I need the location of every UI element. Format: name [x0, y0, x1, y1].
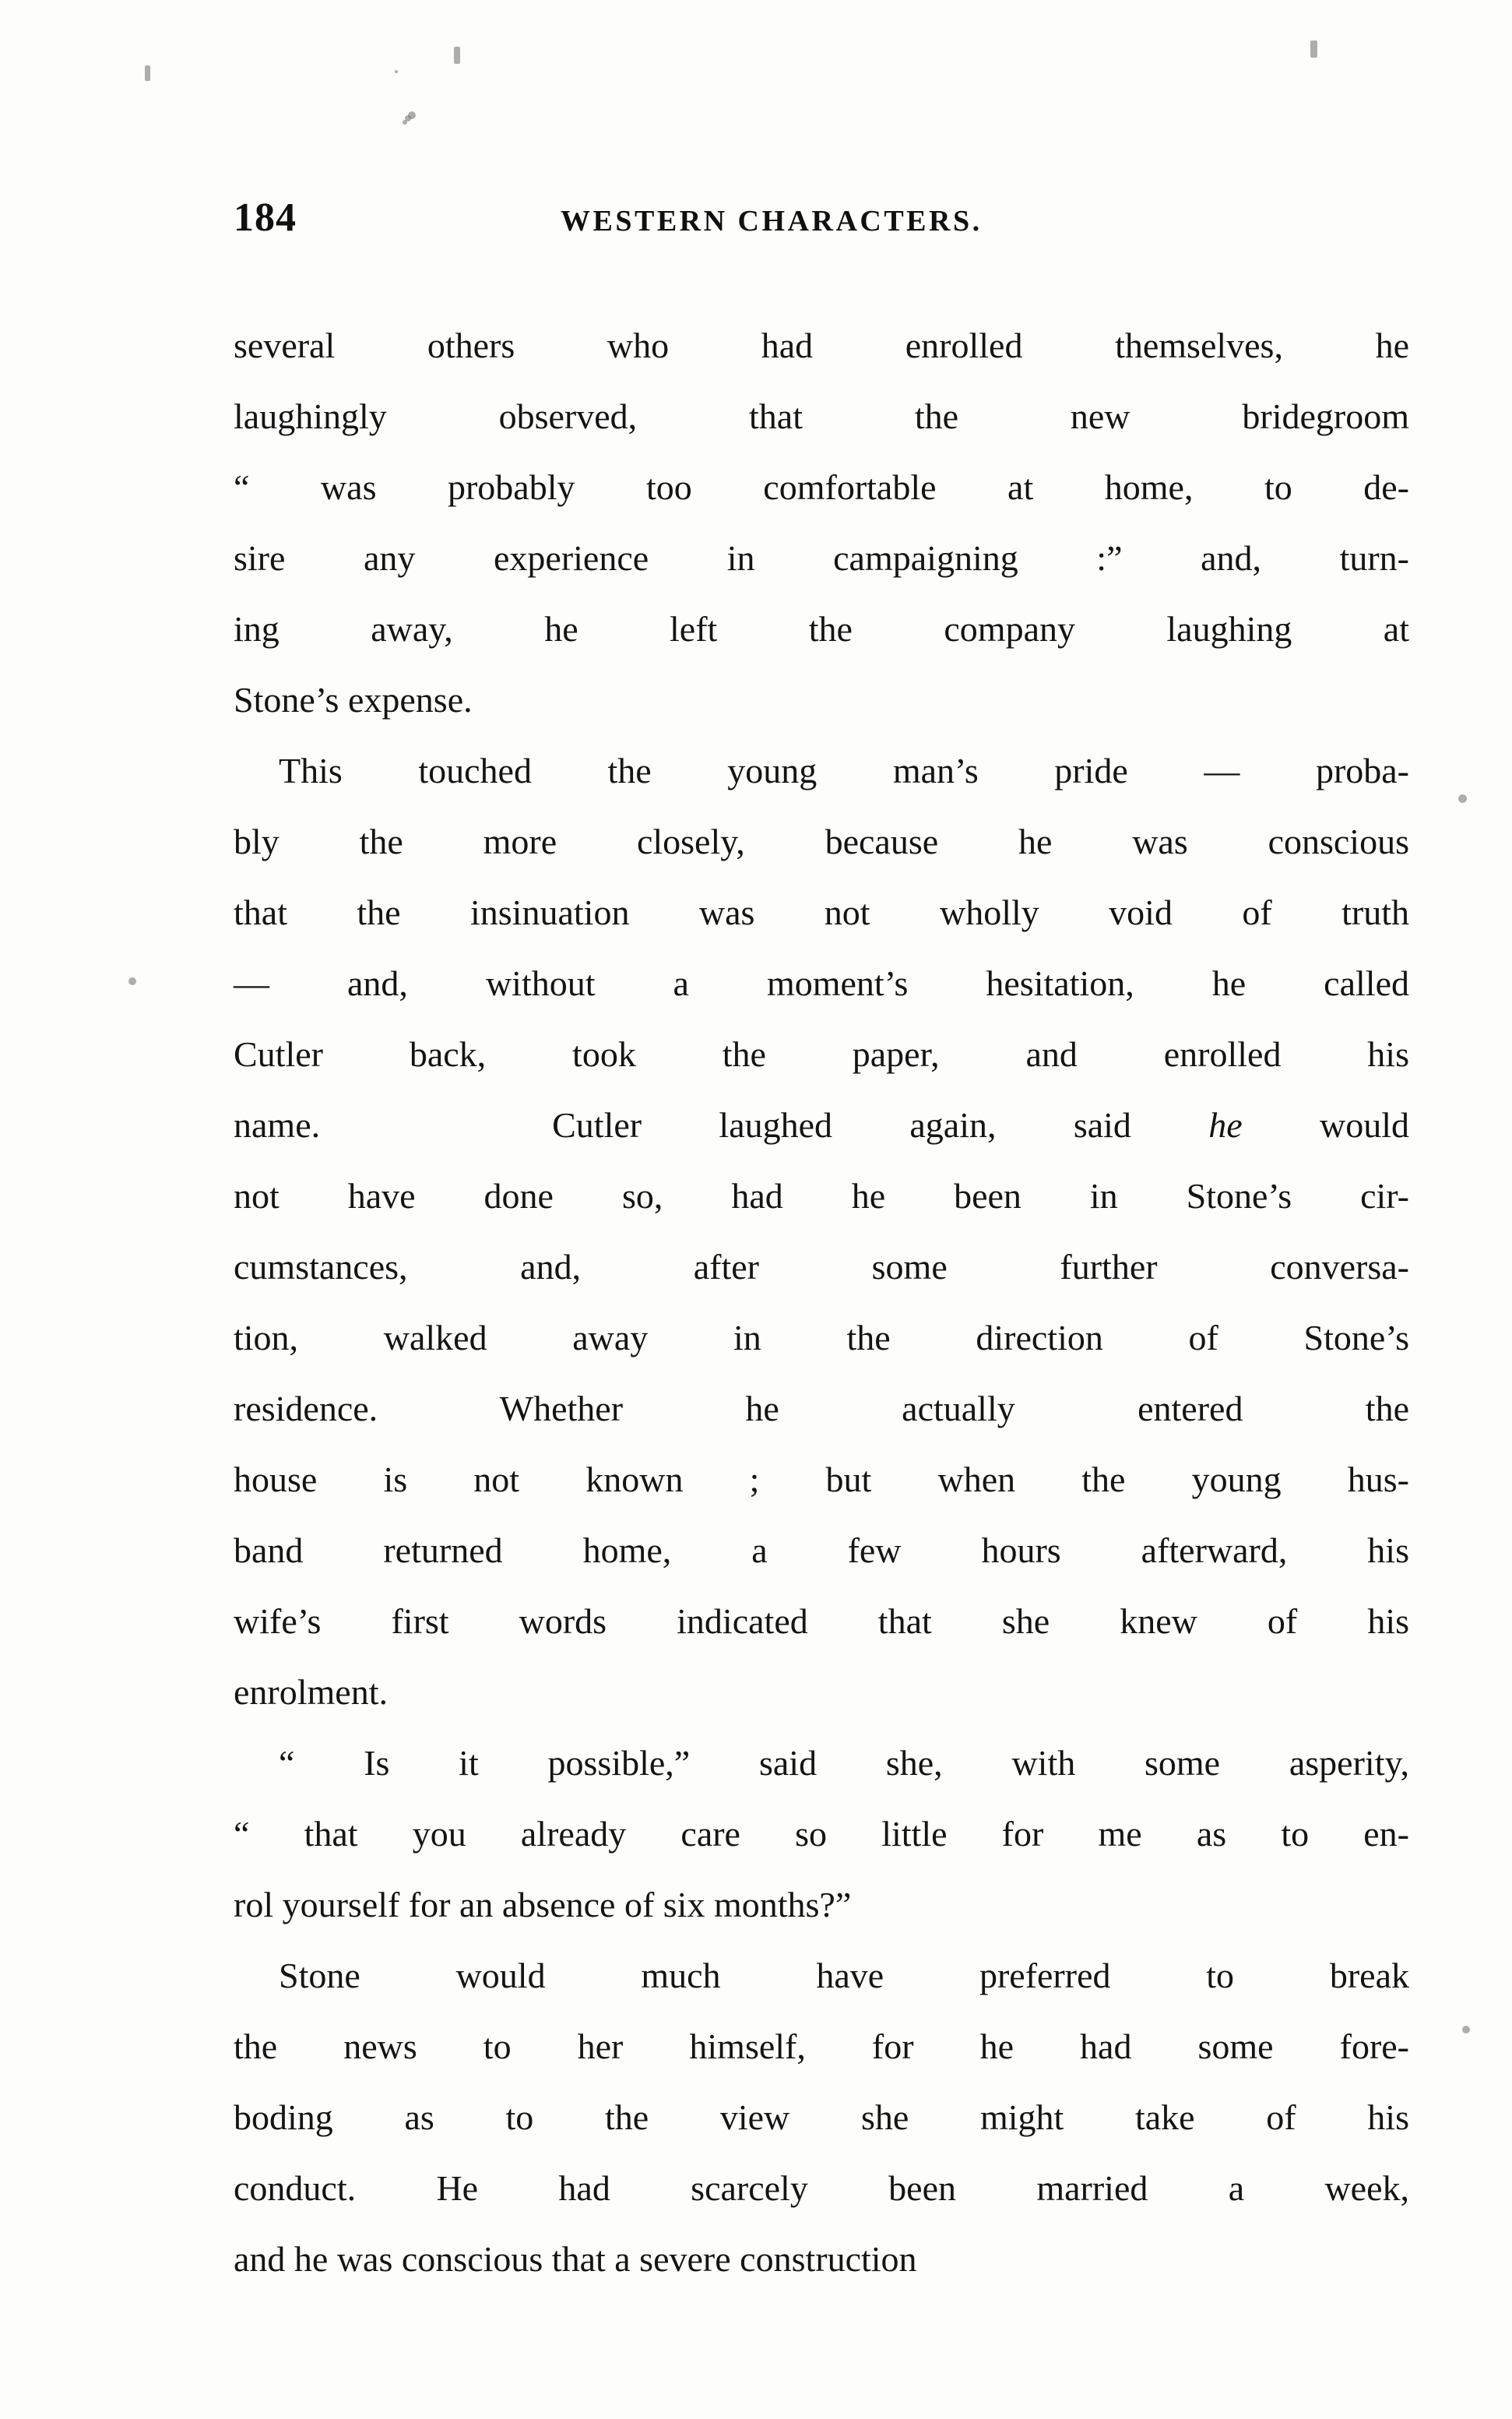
text-line: not have done so, had he been in Stone’s cir-	[234, 1176, 1409, 1216]
text-line: enrolment.	[234, 1672, 388, 1712]
text-line: “ was probably too comfortable at home, to de-	[234, 467, 1409, 507]
text-line: wife’s first words indicated that she knew of his	[234, 1601, 1409, 1641]
text-line: that the insinuation was not wholly void of truth	[234, 893, 1409, 932]
body-text	[234, 310, 1409, 2294]
text-line: residence. Whether he actually entered the	[234, 1389, 1409, 1428]
text-line: “ Is it possible,” said she, with some asperity,	[279, 1743, 1409, 1783]
running-head: WESTERN CHARACTERS.	[561, 205, 983, 238]
text-line: several others who had enrolled themselves, he	[234, 326, 1409, 365]
scan-speck	[1310, 40, 1317, 58]
text-line: and he was conscious that a severe construction	[234, 2239, 917, 2279]
scan-speck	[1462, 2026, 1470, 2033]
scan-speck	[128, 977, 136, 985]
text-line: conduct. He had scarcely been married a week,	[234, 2168, 1409, 2208]
text-line: sire any experience in campaigning :” and, turn-	[234, 538, 1409, 578]
scan-speck	[403, 120, 407, 125]
text-line: boding as to the view she might take of his	[234, 2097, 1409, 2137]
text-line: ing away, he left the company laughing at	[234, 609, 1409, 649]
italic-word: he	[1208, 1105, 1243, 1145]
scan-speck	[395, 70, 398, 73]
text-line: laughingly observed, that the new bridegroom	[234, 396, 1409, 436]
scan-speck	[145, 65, 150, 81]
page-number: 184	[234, 195, 297, 240]
text-line: bly the more closely, because he was conscious	[234, 822, 1409, 861]
text-line-with-italic: name. Cutler laughed again, said he would	[234, 1105, 1410, 1145]
text-line: Stone would much have preferred to break	[279, 1956, 1409, 1995]
paragraph	[234, 310, 1409, 735]
paragraph	[234, 1940, 1409, 2294]
text-line: house is not known ; but when the young hus-	[234, 1459, 1409, 1499]
paragraph	[234, 735, 1409, 1727]
text-line: “ that you already care so little for me as to en-	[234, 1814, 1409, 1854]
text-line: the news to her himself, for he had some fore-	[234, 2026, 1409, 2066]
text-line: This touched the young man’s pride — proba-	[279, 751, 1409, 790]
text-line: cumstances, and, after some further conversa-	[234, 1247, 1409, 1287]
scan-speck	[454, 47, 460, 64]
scan-speck	[1458, 794, 1467, 803]
text-line: Cutler back, took the paper, and enrolled his	[234, 1034, 1409, 1074]
page-header	[234, 195, 1292, 249]
text-line: — and, without a moment’s hesitation, he called	[234, 963, 1409, 1003]
text-line: Stone’s expense.	[234, 680, 473, 720]
text-line: rol yourself for an absence of six months?”	[234, 1885, 852, 1924]
text-line: band returned home, a few hours afterward, his	[234, 1530, 1409, 1570]
text-line: tion, walked away in the direction of Stone’s	[234, 1318, 1409, 1357]
paragraph	[234, 1727, 1409, 1940]
